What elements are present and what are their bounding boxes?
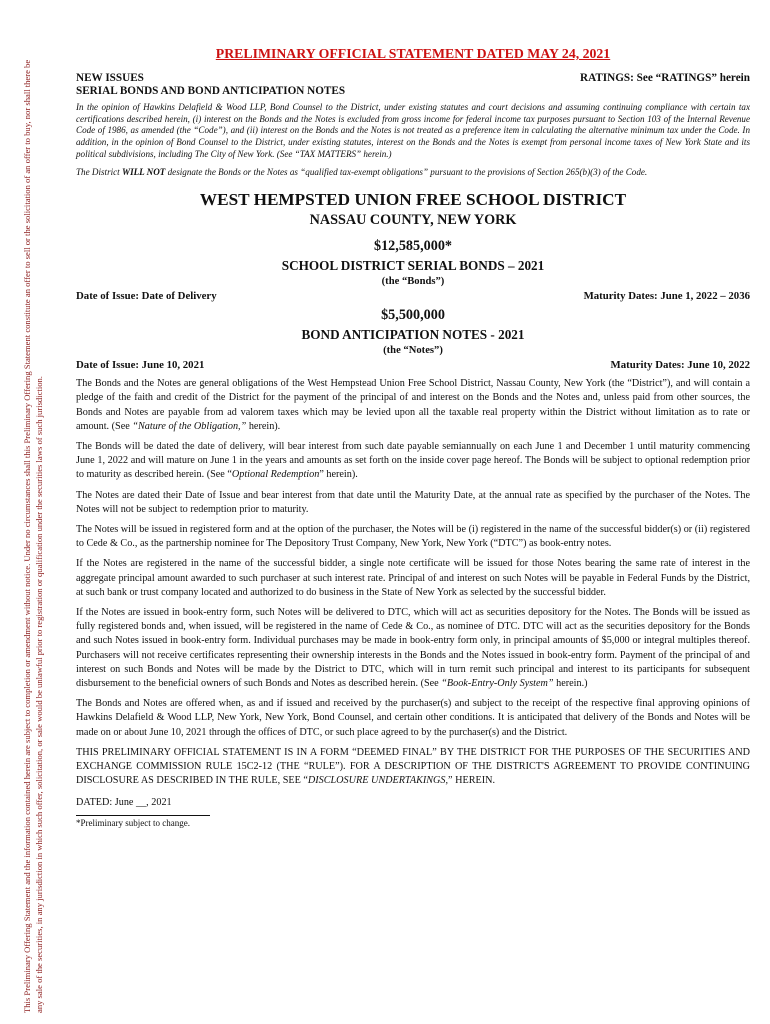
issuer-county: NASSAU COUNTY, NEW YORK bbox=[309, 212, 517, 229]
paragraph-book-entry-ref: “Book-Entry-Only System” bbox=[441, 678, 554, 690]
paragraph-book-entry-text: If the Notes are issued in book-entry form, such Notes will be delivered to DTC, which will act as securities depository for the Notes. The Bonds will be issued as fully registered bonds and, when issued, will be registered in the name of Cede & Co., as nominee of DTC. DTC will act as the securities depository for the Bonds and such Notes issued in book-entry form. Individual purchases may be made in book-entry form only, in principal amounts of $5,000 or integral multiples thereof. Purchasers will not receive certificates representing their ownership interests in the Bonds and the Notes issued in book-entry form. Payment of the principal of and interest on such Bonds and Notes will be made by the District to DTC, which will in turn remit such principal and interest to its participants for subsequent disbursement to the beneficial owners of such Bonds and Notes as described herein. (See bbox=[76, 607, 750, 690]
paragraph-bond-terms-tail: ” herein). bbox=[319, 469, 358, 481]
paragraph-bond-terms-text: The Bonds will be dated the date of delivery, will bear interest from such date payable semiannually on each June 1 and December 1 until maturity commencing June 1, 2022 and will mature on June 1 in the years and amounts as set forth on the inside cover page hereof. The Bonds will be subject to optional redemption prior to maturity as described herein. (See “ bbox=[76, 441, 750, 481]
bonds-dates-row bbox=[76, 290, 750, 302]
bonds-issue-date: Date of Issue: Date of Delivery bbox=[76, 290, 217, 303]
paragraph-bond-terms-ref: Optional Redemption bbox=[231, 469, 320, 481]
tax-opinion: In the opinion of Hawkins Delafield & Wood LLP, Bond Counsel to the District, under existing statutes and court decisions and assuming continuing compliance with certain tax certifications described herein, (i) interest on the Bonds and the Notes is excluded from gross income for federal income tax purposes pursuant to Section 103 of the Internal Revenue Code of 1986, as amended (the “Code”), and (ii) interest on the Bonds and the Notes is not treated as a preference item in calculating the alternative minimum tax under the Code. In addition, in the opinion of Bond Counsel to the District, under existing statutes, interest on the Bonds and the Notes is exempt from personal income taxes of New York State and its political subdivisions, including The City of New York. (See “TAX MATTERS” herein.) bbox=[76, 102, 750, 159]
paragraph-book-entry bbox=[76, 606, 750, 691]
issuer-name: WEST HEMPSTED UNION FREE SCHOOL DISTRICT bbox=[199, 190, 627, 210]
notes-maturity-dates: Maturity Dates: June 10, 2022 bbox=[610, 359, 750, 372]
bonds-amount: $12,585,000* bbox=[373, 238, 453, 255]
issue-type: SERIAL BONDS AND BOND ANTICIPATION NOTES bbox=[76, 85, 346, 97]
paragraph-deemed-final bbox=[76, 746, 750, 789]
paragraph-deemed-final-tail: ” HEREIN. bbox=[448, 775, 496, 787]
ratings-label: RATINGS: See “RATINGS” herein bbox=[580, 72, 750, 84]
header-row bbox=[76, 72, 750, 84]
designation-emphasis: WILL NOT bbox=[121, 166, 166, 177]
bonds-alias: (the “Bonds”) bbox=[381, 276, 445, 288]
paragraph-obligation-text: The Bonds and the Notes are general obligations of the West Hempstead Union Free School District, Nassau County, New York (the “District”), and will contain a pledge of the faith and credit of the District for the payment of the principal of and interest on the Bonds and the Notes and, unless paid from other sources, the Bonds and Notes are payable from ad valorem taxes which may be levied upon all the taxable real property within the District without limitation as to rate or amount. (See bbox=[76, 378, 750, 432]
designation-post: designate the Bonds or the Notes as “qualified tax-exempt obligations” pursuant to the provisions of Section 265(b)(3) of the Code. bbox=[165, 166, 648, 177]
footnote: *Preliminary subject to change. bbox=[76, 817, 190, 828]
paragraph-obligation-ref: “Nature of the Obligation,” bbox=[132, 420, 247, 432]
paragraph-note-registration: The Notes will be issued in registered form and at the option of the purchaser, the Notes will be (i) registered in the name of the successful bidder(s) or (ii) registered to Cede & Co., as the partnership nominee for The Depository Trust Company, New York, New York (“DTC”) as book-entry notes. bbox=[76, 524, 750, 550]
side-notice-margin bbox=[22, 48, 58, 1013]
side-notice-text: This Preliminary Offering Statement and the information contained herein are subject to completion or amendment without notice. Under no circumstances shall this Preliminary Offering Statement constitute an offer to sell or the solicitation of an offer to buy, nor shall there be any sale of the securities, in any jurisdiction in which such offer, solicitation, or sale would be unlawful prior to registration or qualification under the securities laws of such jurisdiction. bbox=[22, 59, 44, 1013]
notes-issue-date: Date of Issue: June 10, 2021 bbox=[76, 359, 205, 372]
paragraph-book-entry-tail: herein.) bbox=[553, 678, 588, 690]
notes-title: BOND ANTICIPATION NOTES - 2021 bbox=[301, 327, 525, 343]
official-statement-page bbox=[76, 46, 750, 828]
bonds-maturity-dates: Maturity Dates: June 1, 2022 – 2036 bbox=[583, 290, 750, 303]
designation-pre: The District bbox=[76, 166, 122, 177]
dated-line: DATED: June __, 2021 bbox=[76, 796, 172, 808]
new-issues-label: NEW ISSUES bbox=[76, 72, 144, 84]
paragraph-bond-terms bbox=[76, 440, 750, 483]
paragraph-obligation-tail: herein). bbox=[246, 420, 281, 432]
paragraph-offering: The Bonds and Notes are offered when, as and if issued and received by the purchaser(s) and subject to the receipt of the respective final approving opinions of Hawkins Delafield & Wood LLP, New York, New York, Bond Counsel, and certain other conditions. It is anticipated that delivery of the Bonds and Notes will be made on or about June 10, 2021 through the offices of DTC, or such place agreed to by the purchaser(s) and the District. bbox=[76, 698, 750, 738]
document-title: PRELIMINARY OFFICIAL STATEMENT DATED MAY 24, 2021 bbox=[215, 46, 611, 61]
paragraph-deemed-final-ref: DISCLOSURE UNDERTAKINGS, bbox=[307, 775, 449, 787]
bonds-title: SCHOOL DISTRICT SERIAL BONDS – 2021 bbox=[281, 258, 545, 274]
paragraph-note-terms: The Notes are dated their Date of Issue and bear interest from that date until the Maturity Date, at the annual rate as specified by the purchaser of the Notes. The Notes will not be subject to redemption prior to maturity. bbox=[76, 489, 750, 515]
notes-amount: $5,500,000 bbox=[381, 307, 445, 324]
notes-alias: (the “Notes”) bbox=[383, 345, 443, 357]
notes-dates-row bbox=[76, 359, 750, 371]
paragraph-obligation bbox=[76, 377, 750, 434]
paragraph-registered-bidder: If the Notes are registered in the name of the successful bidder, a single note certificate will be issued for those Notes bearing the same rate of interest in the aggregate principal amount awarded to such purchaser at such interest rate. Principal of and interest on such Notes will be payable in Federal Funds by the District, at such bank or trust company located and authorized to do business in the State of New York as selected by the successful bidder. bbox=[76, 558, 750, 598]
footnote-divider bbox=[76, 815, 210, 816]
paragraph-deemed-final-text: THIS PRELIMINARY OFFICIAL STATEMENT IS IN A FORM “DEEMED FINAL” BY THE DISTRICT FOR THE PURPOSES OF THE SECURITIES AND EXCHANGE COMMISSION RULE 15C2-12 (THE “RULE”). FOR A DESCRIPTION OF THE DISTRICT'S AGREEMENT TO PROVIDE CONTINUING DISCLOSURE AS DESCRIBED IN THE RULE, SEE “ bbox=[76, 746, 750, 787]
designation-statement bbox=[76, 167, 750, 179]
